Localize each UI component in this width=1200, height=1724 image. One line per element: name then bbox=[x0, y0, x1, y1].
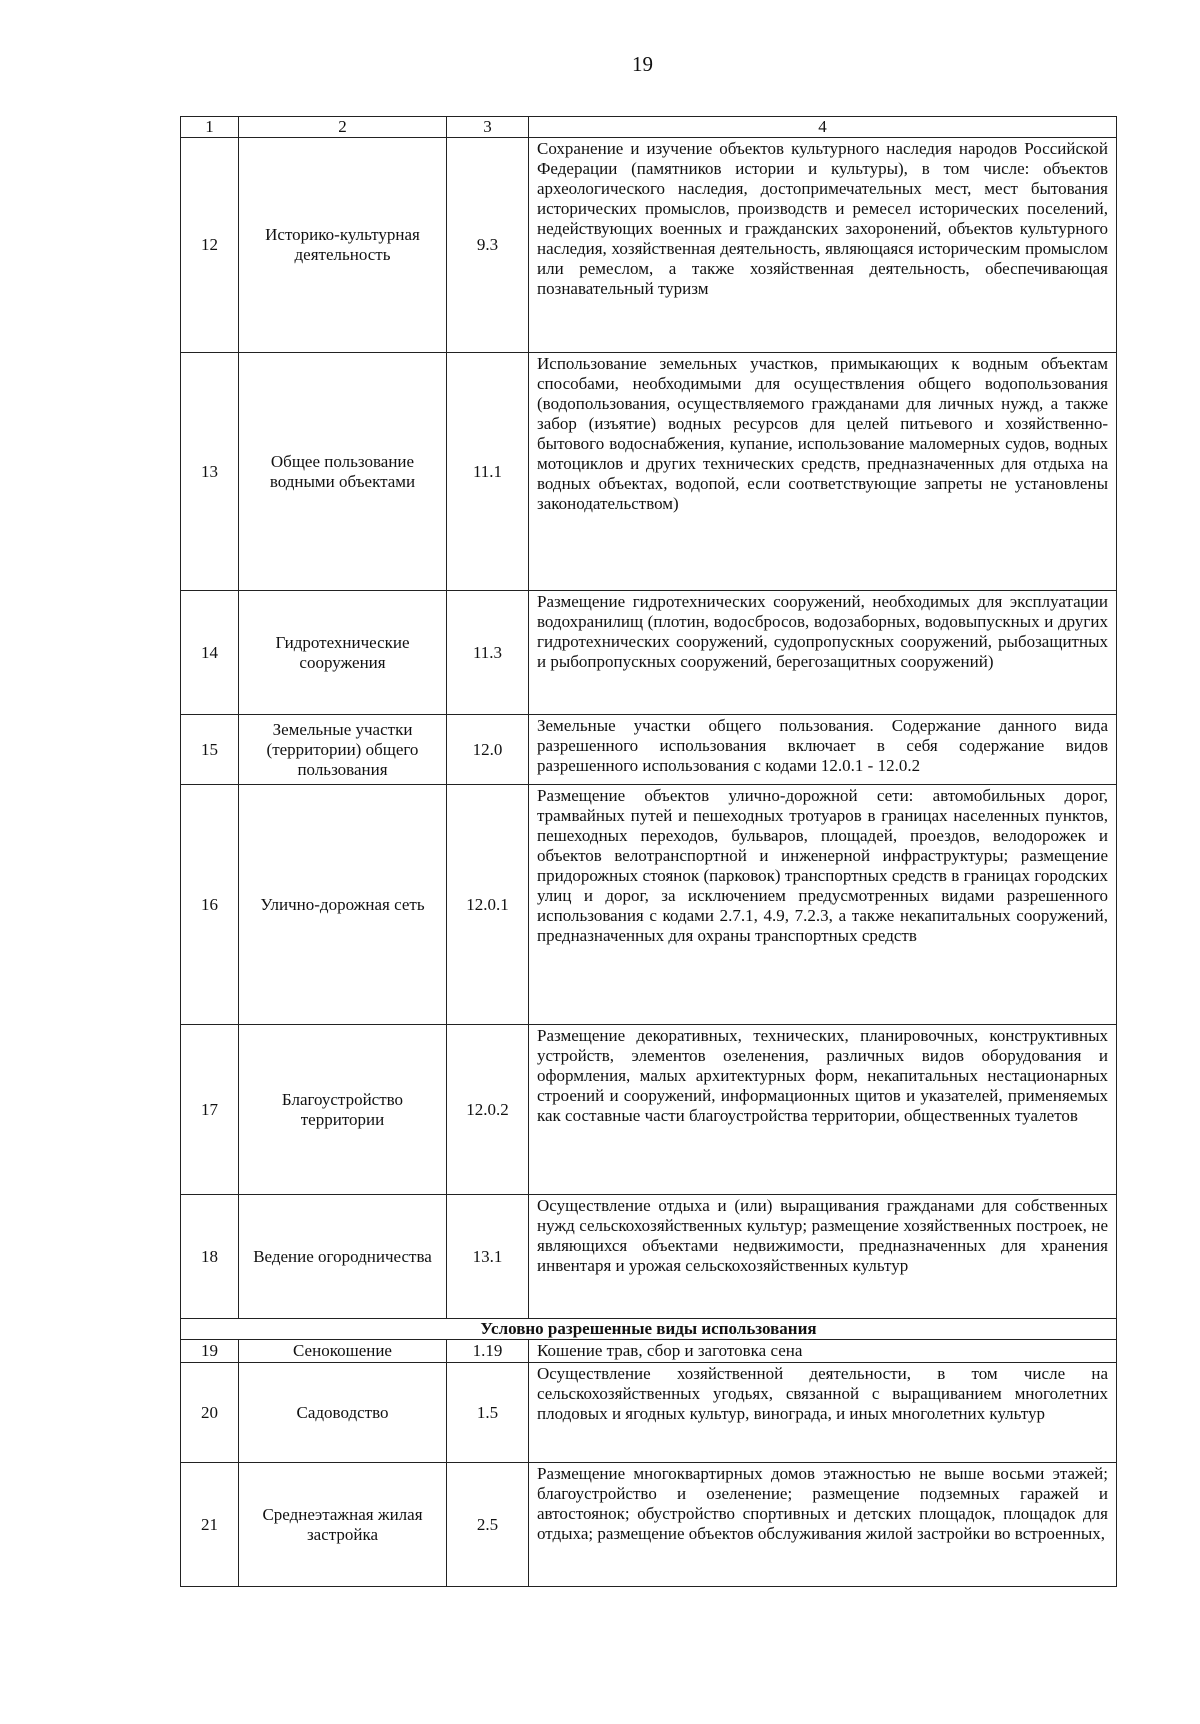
use-type-name: Земельные участки (территории) общего пользования bbox=[239, 715, 447, 785]
use-type-name: Улично-дорожная сеть bbox=[239, 785, 447, 1025]
table-row bbox=[181, 785, 1117, 1025]
section-title: Условно разрешенные виды использования bbox=[181, 1319, 1117, 1340]
use-type-description: Кошение трав, сбор и заготовка сена bbox=[529, 1340, 1117, 1363]
row-number: 13 bbox=[181, 353, 239, 591]
row-number: 20 bbox=[181, 1363, 239, 1463]
use-type-code: 9.3 bbox=[447, 138, 529, 353]
table-row bbox=[181, 1363, 1117, 1463]
row-number: 12 bbox=[181, 138, 239, 353]
row-number: 17 bbox=[181, 1025, 239, 1195]
use-type-name: Общее пользование водными объектами bbox=[239, 353, 447, 591]
use-type-code: 13.1 bbox=[447, 1195, 529, 1319]
table-row bbox=[181, 715, 1117, 785]
page-number: 19 bbox=[632, 52, 653, 76]
row-number: 18 bbox=[181, 1195, 239, 1319]
use-type-description: Размещение объектов улично-дорожной сети: автомобильных дорог, трамвайных путей и пешеходных тротуаров в границах населенных пунктов, пешеходных переходов, бульваров, площадей, проездов, велодорожек и объектов велотранспортной и инженерной инфраструктуры; размещение придорожных стоянок (парковок) транспортных средств в границах городских улиц и дорог, за исключением предусмотренных видами разрешенного использования с кодами 2.7.1, 4.9, 7.2.3, а также некапитальных сооружений, предназначенных для охраны транспортных средств bbox=[529, 785, 1117, 1025]
row-number: 15 bbox=[181, 715, 239, 785]
use-type-description: Размещение декоративных, технических, планировочных, конструктивных устройств, элементов озеленения, различных видов оборудования и оформления, малых архитектурных форм, некапитальных нестационарных строений и сооружений, информационных щитов и указателей, применяемых как составные части благоустройства территории, общественных туалетов bbox=[529, 1025, 1117, 1195]
use-type-description: Использование земельных участков, примыкающих к водным объектам способами, необходимыми для осуществления общего водопользования (водопользования, осуществляемого гражданами для личных нужд, а также забор (изъятие) водных ресурсов для целей питьевого и хозяйственно-бытового водоснабжения, купание, использование маломерных судов, водных мотоциклов и других технических средств, предназначенных для отдыха на водных объектах, водопой, если соответствующие запреты не установлены законодательством) bbox=[529, 353, 1117, 591]
table-row bbox=[181, 1025, 1117, 1195]
use-type-code: 1.5 bbox=[447, 1363, 529, 1463]
row-number: 19 bbox=[181, 1340, 239, 1363]
table-row bbox=[181, 138, 1117, 353]
use-type-description: Сохранение и изучение объектов культурного наследия народов Российской Федерации (памятников истории и культуры), в том числе: объектов археологического наследия, достопримечательных мест, мест бытования исторических промыслов, производств и ремесел исторических поселений, недействующих военных и гражданских захоронений, объектов культурного наследия, хозяйственная деятельность, являющаяся историческим промыслом или ремеслом, а также хозяйственная деятельность, обеспечивающая познавательный туризм bbox=[529, 138, 1117, 353]
use-type-code: 11.1 bbox=[447, 353, 529, 591]
use-type-name: Гидротехнические сооружения bbox=[239, 591, 447, 715]
table-row bbox=[181, 1195, 1117, 1319]
use-type-name: Сенокошение bbox=[239, 1340, 447, 1363]
use-type-name: Садоводство bbox=[239, 1363, 447, 1463]
use-type-name: Среднеэтажная жилая застройка bbox=[239, 1463, 447, 1587]
use-type-description: Размещение многоквартирных домов этажностью не выше восьми этажей; благоустройство и озеленение; размещение подземных гаражей и автостоянок; обустройство спортивных и детских площадок, площадок для отдыха; размещение объектов обслуживания жилой застройки во встроенных, bbox=[529, 1463, 1117, 1587]
use-type-description: Размещение гидротехнических сооружений, необходимых для эксплуатации водохранилищ (плотин, водосбросов, водозаборных, водовыпускных и других гидротехнических сооружений, судопропускных сооружений, рыбозащитных и рыбопропускных сооружений, берегозащитных сооружений) bbox=[529, 591, 1117, 715]
table-header-row bbox=[181, 117, 1117, 138]
use-type-code: 1.19 bbox=[447, 1340, 529, 1363]
land-use-table bbox=[180, 116, 1117, 1587]
use-type-code: 12.0.1 bbox=[447, 785, 529, 1025]
use-type-name: Ведение огородничества bbox=[239, 1195, 447, 1319]
use-type-code: 12.0.2 bbox=[447, 1025, 529, 1195]
table-row bbox=[181, 591, 1117, 715]
table-row bbox=[181, 353, 1117, 591]
header-col-4: 4 bbox=[529, 117, 1117, 138]
row-number: 14 bbox=[181, 591, 239, 715]
use-type-description: Осуществление хозяйственной деятельности, в том числе на сельскохозяйственных угодьях, связанной с выращиванием многолетних плодовых и ягодных культур, винограда, и иных многолетних культур bbox=[529, 1363, 1117, 1463]
use-type-code: 2.5 bbox=[447, 1463, 529, 1587]
use-type-code: 12.0 bbox=[447, 715, 529, 785]
use-type-description: Осуществление отдыха и (или) выращивания гражданами для собственных нужд сельскохозяйственных культур; размещение хозяйственных построек, не являющихся объектами недвижимости, предназначенных для хранения инвентаря и урожая сельскохозяйственных культур bbox=[529, 1195, 1117, 1319]
header-col-1: 1 bbox=[181, 117, 239, 138]
use-type-name: Историко-культурная деятельность bbox=[239, 138, 447, 353]
header-col-3: 3 bbox=[447, 117, 529, 138]
header-col-2: 2 bbox=[239, 117, 447, 138]
row-number: 16 bbox=[181, 785, 239, 1025]
use-type-code: 11.3 bbox=[447, 591, 529, 715]
use-type-description: Земельные участки общего пользования. Содержание данного вида разрешенного использования включает в себя содержание видов разрешенного использования с кодами 12.0.1 - 12.0.2 bbox=[529, 715, 1117, 785]
table-row bbox=[181, 1340, 1117, 1363]
use-type-name: Благоустройство территории bbox=[239, 1025, 447, 1195]
table-row bbox=[181, 1463, 1117, 1587]
row-number: 21 bbox=[181, 1463, 239, 1587]
section-row bbox=[181, 1319, 1117, 1340]
